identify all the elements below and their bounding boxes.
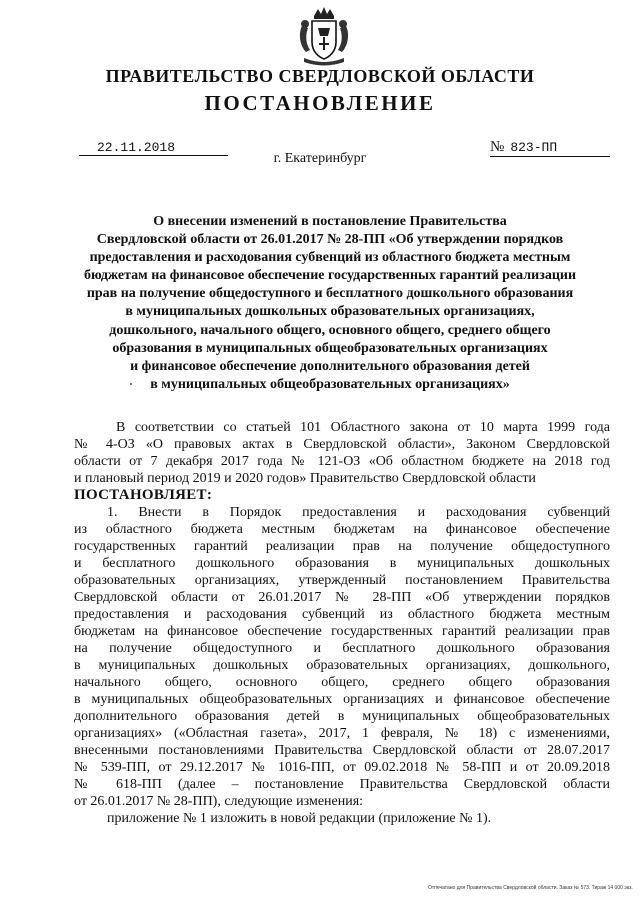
item-line: бюджетам на финансовое обеспечение государственных гарантий реализации прав bbox=[74, 624, 610, 639]
number-value: 823-ПП bbox=[510, 140, 558, 155]
item-line: на получение общедоступного и бесплатного дошкольного образования bbox=[74, 641, 610, 656]
item-line: из областного бюджета местным бюджетам на финансовое обеспечение bbox=[74, 522, 610, 537]
margin-mark bbox=[130, 383, 132, 385]
resolve-word: ПОСТАНОВЛЯЕТ: bbox=[74, 487, 213, 503]
item-line: и бесплатного дошкольного образования в муниципальных дошкольных bbox=[74, 556, 610, 571]
item-line: Свердловской области от 26.01.2017 № 28-ПП «Об утверждении порядков bbox=[74, 590, 610, 605]
item-line: внесенными постановлениями Правительства Свердловской области от 28.07.2017 bbox=[74, 743, 610, 758]
item-line: № 618-ПП (далее – постановление Правительства Свердловской области bbox=[74, 777, 610, 792]
preamble-line: № 4-ОЗ «О правовых актах в Свердловской области», Законом Свердловской bbox=[74, 437, 610, 452]
item-line: № 539-ПП, от 29.12.2017 № 1016-ПП, от 09.02.2018 № 58-ПП и от 20.09.2018 bbox=[74, 760, 610, 775]
document-heading bbox=[60, 213, 600, 394]
heading-line: в муниципальных общеобразовательных организациях» bbox=[150, 376, 510, 392]
item-line: от 26.01.2017 № 28-ПП), следующие изменения: bbox=[74, 794, 364, 809]
government-title: ПРАВИТЕЛЬСТВО СВЕРДЛОВСКОЙ ОБЛАСТИ bbox=[105, 66, 535, 86]
item-line: образовательных организациях, утвержденный постановлением Правительства bbox=[74, 573, 610, 588]
item-line: в муниципальных дошкольных образовательных организациях, дошкольного, bbox=[74, 658, 610, 673]
document-type: ПОСТАНОВЛЕНИЕ bbox=[204, 91, 436, 115]
city: г. Екатеринбург bbox=[273, 151, 367, 166]
preamble-line: и плановый период 2019 и 2020 годов» Правительство Свердловской области bbox=[74, 471, 536, 486]
document-body bbox=[74, 419, 610, 827]
heading-line: О внесении изменений в постановление Правительства bbox=[153, 214, 507, 229]
heading-line: Свердловской области от 26.01.2017 № 28-ПП «Об утверждении порядков bbox=[96, 232, 564, 248]
item-subline: приложение № 1 изложить в новой редакции (приложение № 1). bbox=[107, 811, 492, 826]
item-line: государственных гарантий реализации прав на получение общедоступного bbox=[74, 539, 610, 554]
item-line: предоставления и расходования субвенций из областного бюджета местным bbox=[74, 607, 610, 622]
heading-line: бюджетам на финансовое обеспечение государственных гарантий реализации bbox=[83, 268, 577, 284]
preamble-line: области от 7 декабря 2017 года № 121-ОЗ «Об областном бюджете на 2018 год bbox=[74, 454, 610, 469]
heading-line: и финансовое обеспечение дополнительного образования детей bbox=[130, 358, 530, 374]
number-label: № bbox=[490, 139, 505, 155]
heading-line: прав на получение общедоступного и бесплатного дошкольного образования bbox=[86, 286, 574, 302]
preamble-line: В соответствии со статьей 101 Областного закона от 10 марта 1999 года bbox=[116, 420, 610, 435]
heading-line: предоставления и расходования субвенций из областного бюджета местным bbox=[89, 250, 571, 266]
item-line: 1. Внести в Порядок предоставления и расходования субвенций bbox=[107, 505, 610, 520]
item-line: начального общего, основного общего, среднего общего образования bbox=[74, 675, 610, 690]
item-line: в муниципальных общеобразовательных организациях и финансовое обеспечение bbox=[74, 692, 610, 707]
heading-line: дошкольного, начального общего, основного общего, среднего общего bbox=[109, 322, 551, 338]
item-line: организациях» («Областная газета», 2017, 1 февраля, № 18) с изменениями, bbox=[74, 726, 610, 741]
coat-of-arms-emblem bbox=[296, 6, 352, 68]
heading-line: в муниципальных дошкольных образовательных организациях, bbox=[125, 304, 535, 320]
item-line: дополнительного образования детей в муниципальных общеобразовательных bbox=[74, 709, 610, 724]
print-footer-note: Отпечатано для Правительства Свердловской области. Заказ № 573. Тираж 14 000 экз. bbox=[428, 885, 633, 891]
document-date: 22.11.2018 bbox=[79, 141, 228, 156]
heading-line: образования в муниципальных общеобразовательных организациях bbox=[112, 340, 548, 356]
